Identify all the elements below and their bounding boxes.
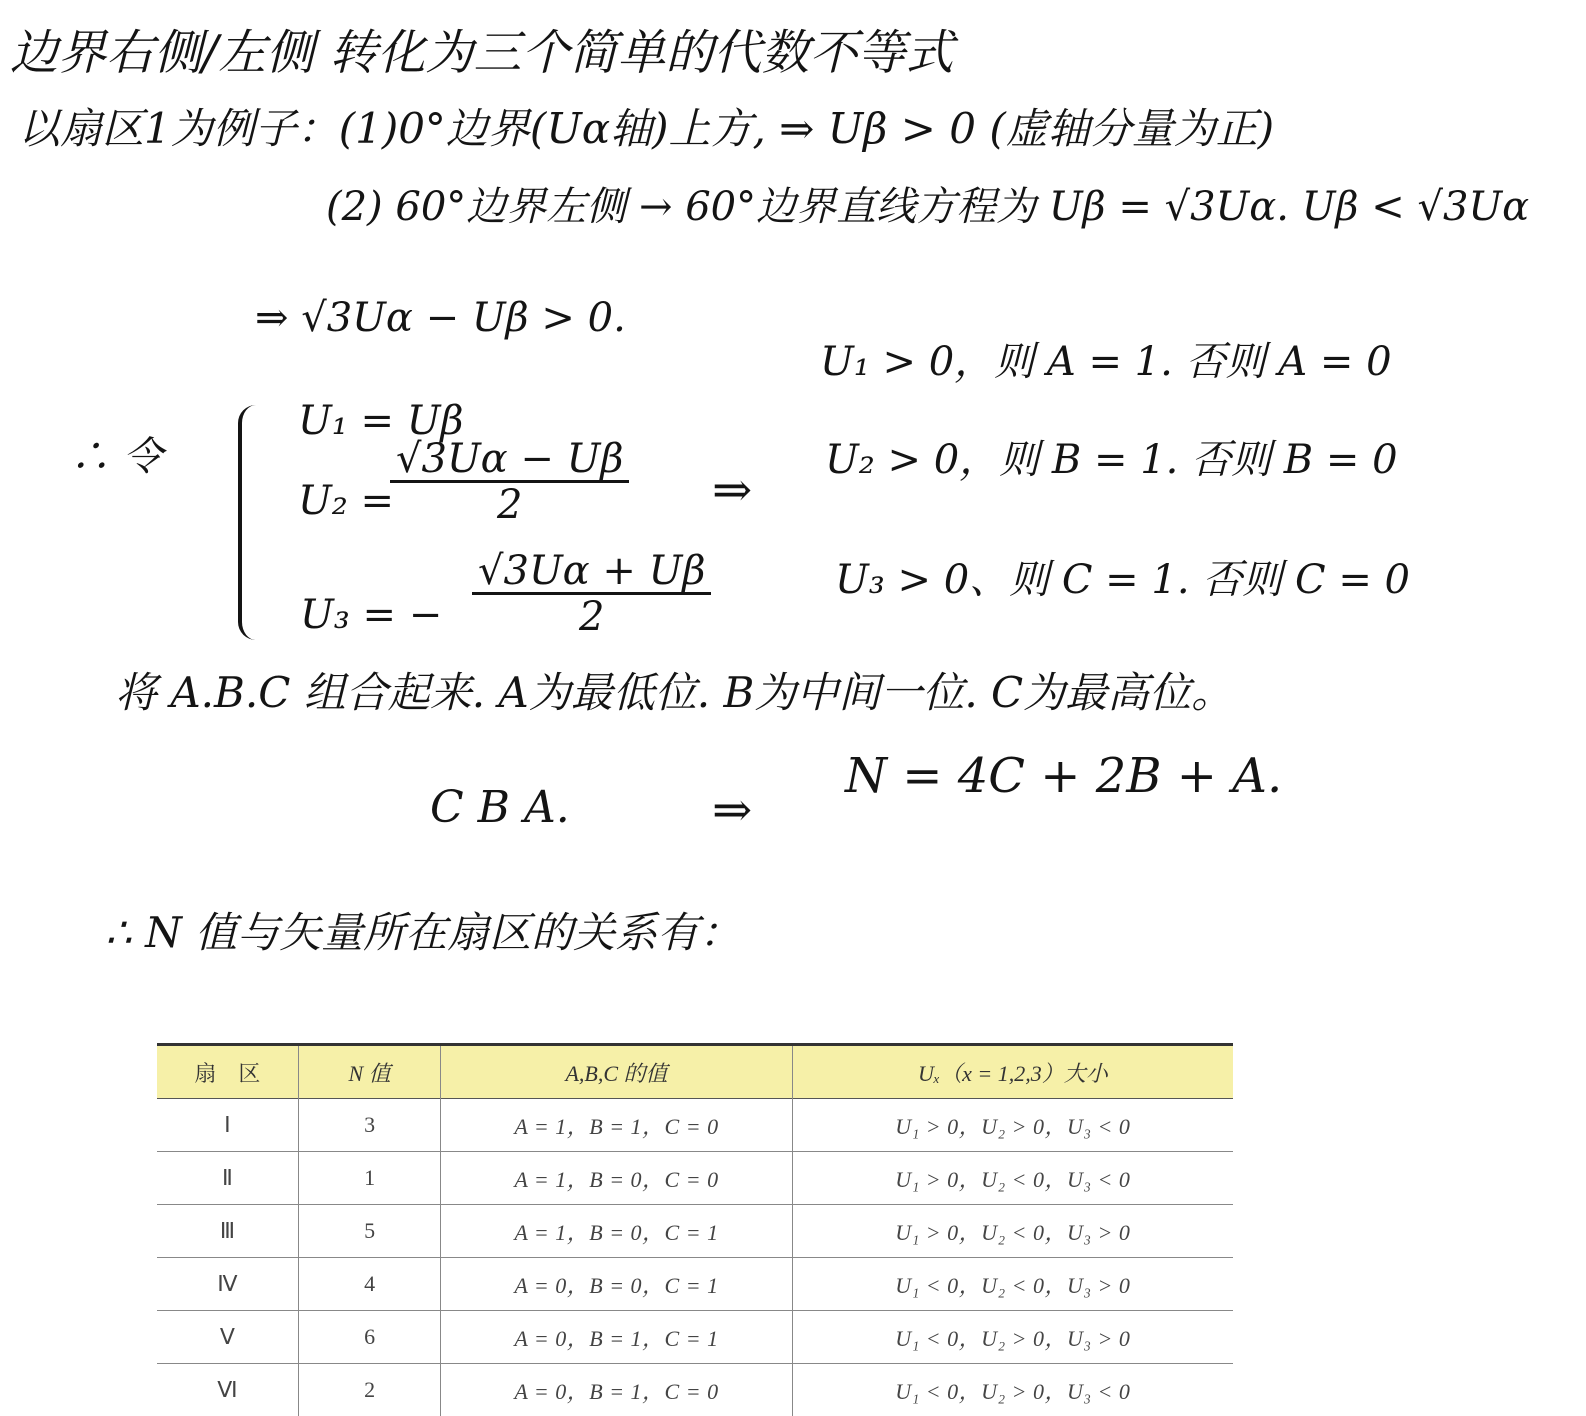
- equation-u2-lhs: U₂ =: [298, 478, 394, 524]
- equation-u1: U₁ = Uβ: [298, 398, 464, 444]
- relation-note: ∴ N 值与矢量所在扇区的关系有：: [105, 900, 741, 960]
- cell-n: 6: [298, 1311, 441, 1364]
- cell-sector: Ⅵ: [157, 1364, 298, 1416]
- cell-abc: A = 0，B = 1，C = 1: [441, 1311, 792, 1364]
- equation-u3-fraction: [472, 550, 711, 639]
- equation-u2-fraction: [390, 438, 629, 527]
- cell-abc: A = 1，B = 1，C = 0: [441, 1099, 792, 1152]
- therefore-let: ∴ 令: [70, 425, 163, 482]
- cell-n: 4: [298, 1258, 441, 1311]
- table-row: [157, 1364, 1233, 1416]
- u3-numerator: √3Uα + Uβ: [472, 550, 711, 595]
- cell-sector: Ⅰ: [157, 1099, 298, 1152]
- note-sector1-condition1: 以扇区1为例子：(1)0°边界(Uα轴)上方, ⇒ Uβ > 0 (虚轴分量为正): [18, 96, 1274, 156]
- table-row: [157, 1311, 1233, 1364]
- cell-n: 2: [298, 1364, 441, 1416]
- cell-n: 3: [298, 1099, 441, 1152]
- cell-abc: A = 1，B = 0，C = 1: [441, 1205, 792, 1258]
- u2-numerator: √3Uα − Uβ: [390, 438, 629, 483]
- cell-n: 1: [298, 1152, 441, 1205]
- header-abc-values: A,B,C 的值: [441, 1045, 792, 1099]
- table-header-row: [157, 1045, 1233, 1099]
- header-ux-magnitude: Uₓ（x = 1,2,3）大小: [792, 1045, 1233, 1099]
- note-inequality: ⇒ √3Uα − Uβ > 0.: [255, 295, 626, 341]
- note-title: 边界右侧/左侧 转化为三个简单的代数不等式: [10, 14, 953, 83]
- cell-ux: U₁ > 0，U₂ > 0，U₃ < 0: [792, 1099, 1233, 1152]
- table-row: [157, 1205, 1233, 1258]
- cell-sector: Ⅴ: [157, 1311, 298, 1364]
- header-n-value: N 值: [298, 1045, 441, 1099]
- equation-brace: [238, 405, 272, 640]
- cell-ux: U₁ > 0，U₂ < 0，U₃ > 0: [792, 1205, 1233, 1258]
- table-row: [157, 1099, 1233, 1152]
- sector-table: [157, 1043, 1233, 1416]
- cell-n: 5: [298, 1205, 441, 1258]
- cell-abc: A = 1，B = 0，C = 0: [441, 1152, 792, 1205]
- u3-denominator: 2: [472, 595, 711, 639]
- implies-arrow: ⇒: [712, 462, 752, 518]
- cell-ux: U₁ > 0，U₂ < 0，U₃ < 0: [792, 1152, 1233, 1205]
- cell-ux: U₁ < 0，U₂ < 0，U₃ > 0: [792, 1258, 1233, 1311]
- bit-order: C B A.: [430, 782, 570, 833]
- n-formula: N = 4C + 2B + A.: [845, 748, 1282, 804]
- cell-ux: U₁ < 0，U₂ > 0，U₃ < 0: [792, 1364, 1233, 1416]
- table-row: [157, 1258, 1233, 1311]
- cell-sector: Ⅲ: [157, 1205, 298, 1258]
- u2-denominator: 2: [390, 483, 629, 527]
- rule-b: U₂ > 0，则 B = 1. 否则 B = 0: [825, 428, 1398, 485]
- combine-note: 将 A.B.C 组合起来. A为最低位. B为中间一位. C为最高位。: [115, 660, 1233, 720]
- cell-abc: A = 0，B = 1，C = 0: [441, 1364, 792, 1416]
- equation-u3-lhs: U₃ = −: [300, 592, 442, 638]
- cell-sector: Ⅳ: [157, 1258, 298, 1311]
- header-sector: 扇 区: [157, 1045, 298, 1099]
- cell-sector: Ⅱ: [157, 1152, 298, 1205]
- cell-abc: A = 0，B = 0，C = 1: [441, 1258, 792, 1311]
- rule-c: U₃ > 0、则 C = 1. 否则 C = 0: [835, 548, 1410, 605]
- rule-a: U₁ > 0，则 A = 1. 否则 A = 0: [820, 330, 1392, 387]
- table-row: [157, 1152, 1233, 1205]
- note-sector1-condition2: (2) 60°边界左侧 → 60°边界直线方程为 Uβ = √3Uα. Uβ < √3Uα: [326, 175, 1529, 232]
- sector-n-table: [157, 1043, 1233, 1416]
- implies-arrow-2: ⇒: [712, 782, 752, 838]
- cell-ux: U₁ < 0，U₂ > 0，U₃ > 0: [792, 1311, 1233, 1364]
